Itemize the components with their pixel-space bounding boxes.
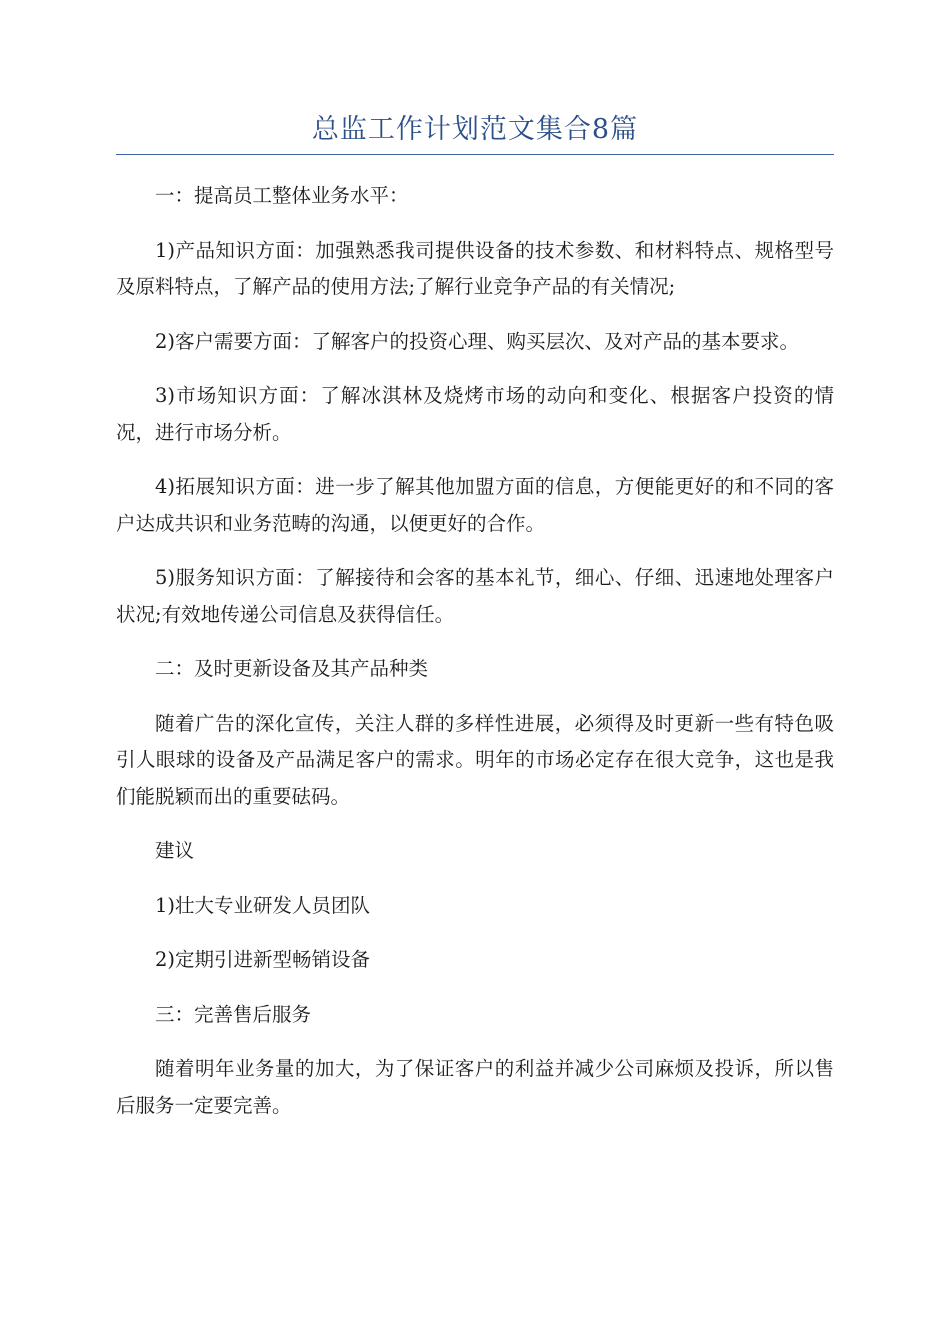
paragraph-customer-needs: 2)客户需要方面：了解客户的投资心理、购买层次、及对产品的基本要求。 bbox=[155, 329, 800, 353]
paragraph-suggestion-label: 建议 bbox=[155, 839, 195, 862]
paragraph-update-equipment: 随着广告的深化宣传，关注人群的多样性进展，必须得及时更新一些有特色吸引人眼球的设备及产品满足客户的需求。明年的市场必定存在很大竞争，这也是我们能脱颖而出的重要砝码。 bbox=[116, 711, 834, 808]
paragraph-market-knowledge: 3)市场知识方面：了解冰淇林及烧烤市场的动向和变化、根据客户投资的情况，进行市场分析。 bbox=[116, 384, 834, 444]
document-body bbox=[116, 178, 834, 1142]
paragraph-suggestion-1: 1)壮大专业研发人员团队 bbox=[155, 893, 371, 917]
paragraph-suggestion-2: 2)定期引进新型畅销设备 bbox=[155, 948, 371, 971]
document-title: 总监工作计划范文集合8篇 bbox=[311, 114, 639, 145]
section-heading-1: 一：提高员工整体业务水平： bbox=[155, 184, 409, 207]
section-heading-3: 三：完善售后服务 bbox=[155, 1002, 312, 1026]
paragraph-expansion-knowledge: 4)拓展知识方面：进一步了解其他加盟方面的信息，方便能更好的和不同的客户达成共识和业务范畴的沟通，以便更好的合作。 bbox=[116, 475, 834, 535]
paragraph-after-sales: 随着明年业务量的加大，为了保证客户的利益并减少公司麻烦及投诉，所以售后服务一定要完善。 bbox=[116, 1057, 834, 1117]
section-heading-2: 二：及时更新设备及其产品种类 bbox=[155, 657, 429, 680]
paragraph-service-knowledge: 5)服务知识方面：了解接待和会客的基本礼节，细心、仔细、迅速地处理客户状况;有效地传递公司信息及获得信任。 bbox=[116, 566, 834, 626]
title-underline bbox=[116, 154, 834, 155]
paragraph-product-knowledge: 1)产品知识方面：加强熟悉我司提供设备的技术参数、和材料特点、规格型号及原料特点，了解产品的使用方法;了解行业竞争产品的有关情况; bbox=[116, 238, 834, 298]
